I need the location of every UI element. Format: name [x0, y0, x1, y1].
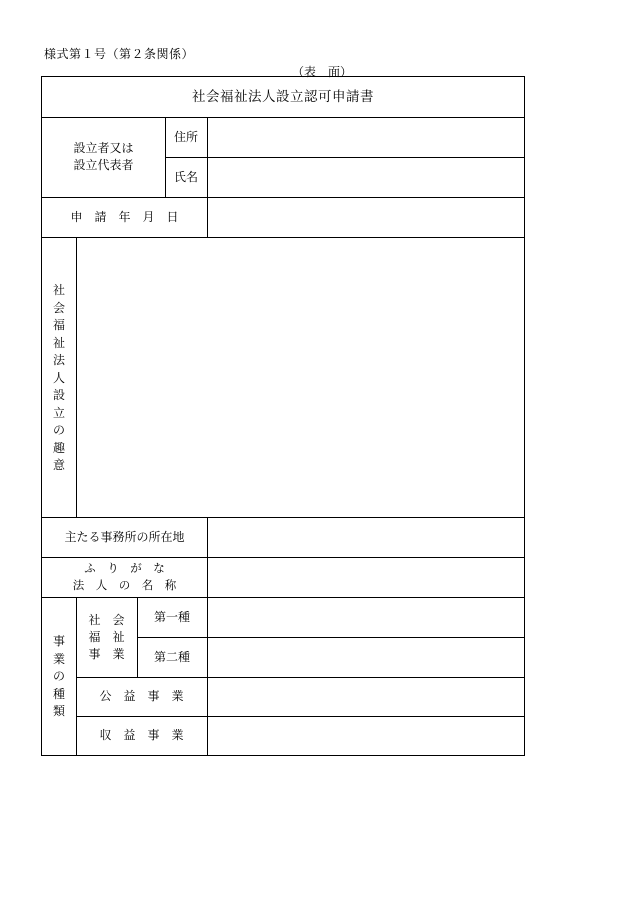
purpose-field[interactable]	[77, 238, 524, 517]
purpose-label-char: 設	[52, 388, 65, 402]
address-label: 住所	[173, 129, 198, 144]
public-interest-business-label: 公 益 事 業	[99, 689, 184, 703]
corporation-name-field[interactable]	[208, 558, 524, 597]
side-label: （表 面）	[292, 65, 353, 79]
application-form	[41, 76, 525, 756]
public-interest-business-field[interactable]	[208, 678, 524, 716]
business-type-label-char: 業	[52, 651, 65, 666]
profit-business-label: 収 益 事 業	[99, 728, 184, 742]
business-type-label-char: 種	[52, 686, 65, 701]
profit-business-field[interactable]	[208, 717, 524, 755]
business-type-label-char: 事	[52, 634, 65, 648]
purpose-label-char: 立	[52, 405, 65, 420]
name-field[interactable]	[208, 158, 524, 197]
business-type-label-char: 類	[52, 704, 65, 718]
purpose-label-char: 祉	[52, 335, 65, 350]
purpose-label-char: 福	[52, 318, 65, 332]
purpose-label-char: 趣	[52, 440, 65, 455]
form-number: 様式第１号（第２条関係）	[44, 47, 195, 61]
purpose-label-char: 法	[52, 353, 65, 367]
purpose-label-char: 会	[52, 300, 65, 315]
business-type-label	[42, 633, 76, 721]
corporation-name-label: ふ り が な 法 人 の 名 称	[72, 561, 177, 592]
type2-label: 第二種	[153, 649, 190, 664]
office-location-field[interactable]	[208, 518, 524, 557]
purpose-label	[42, 282, 76, 475]
founder-label: 設立者又は 設立代表者	[73, 141, 134, 172]
purpose-label-char: 意	[52, 458, 65, 472]
type1-label: 第一種	[153, 609, 190, 624]
business-type-label-char: の	[52, 669, 65, 683]
address-field[interactable]	[208, 118, 524, 157]
social-welfare-business-label: 社 会 福 祉 事 業	[88, 612, 125, 661]
type1-field[interactable]	[208, 598, 524, 637]
name-label: 氏名	[173, 169, 198, 184]
form-title: 社会福祉法人設立認可申請書	[192, 88, 374, 105]
office-location-label: 主たる事務所の所在地	[64, 529, 185, 544]
application-date-label: 申 請 年 月 日	[70, 209, 179, 224]
purpose-label-char: 社	[52, 283, 65, 297]
purpose-label-char: の	[52, 423, 65, 437]
purpose-label-char: 人	[52, 370, 65, 385]
type2-field[interactable]	[208, 638, 524, 677]
application-date-field[interactable]	[208, 198, 524, 237]
